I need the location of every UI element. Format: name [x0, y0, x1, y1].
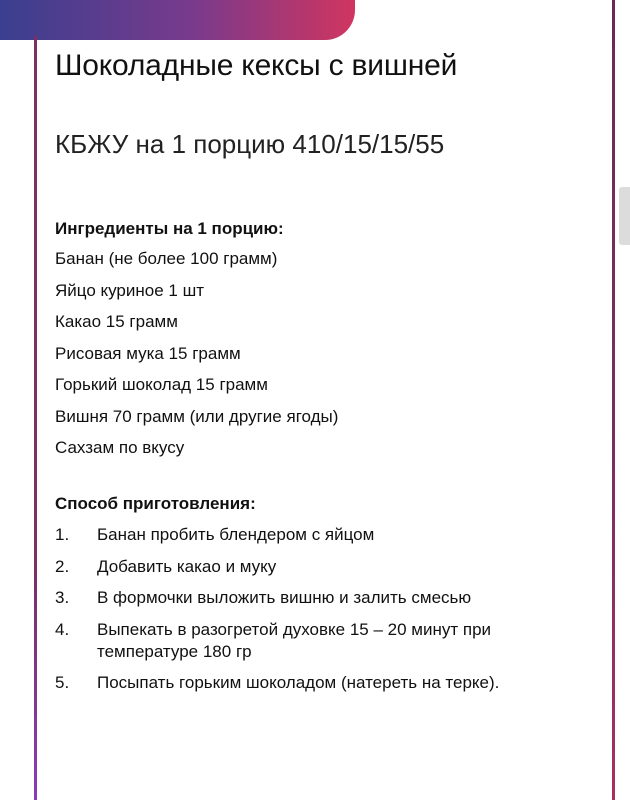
- step-number: 2.: [55, 556, 70, 576]
- step-text: Посыпать горьким шоколадом (натереть на терке).: [97, 673, 500, 692]
- method-step: [55, 619, 600, 663]
- left-border-line: [34, 36, 37, 800]
- ingredient-item: Какао 15 грамм: [55, 312, 178, 331]
- method-step: [55, 556, 600, 578]
- ingredient-item: Яйцо куриное 1 шт: [55, 280, 205, 300]
- method-step: [55, 524, 600, 546]
- step-number: 5.: [55, 673, 70, 692]
- ingredient-item: Горький шоколад 15 грамм: [55, 375, 268, 394]
- ingredients-heading: Ингредиенты на 1 порцию:: [55, 219, 284, 238]
- ingredient-item: Вишня 70 грамм (или другие ягоды): [55, 406, 339, 426]
- ingredients-list: [55, 248, 600, 459]
- scroll-edge-tab[interactable]: [619, 187, 630, 245]
- method-steps-list: [55, 524, 600, 694]
- step-number: 3.: [55, 588, 70, 607]
- method-step: [55, 672, 600, 694]
- ingredients-section: [55, 218, 600, 459]
- method-heading: Способ приготовления:: [55, 494, 256, 513]
- step-text: Банан пробить блендером с яйцом: [97, 525, 375, 544]
- nutrition-line: КБЖУ на 1 порцию 410/15/15/55: [55, 129, 445, 159]
- step-text: Добавить какао и муку: [97, 556, 277, 576]
- method-section: [55, 493, 600, 694]
- top-gradient-banner: [0, 0, 355, 40]
- method-step: [55, 587, 600, 609]
- step-number: 1.: [55, 525, 70, 544]
- right-border-line: [612, 0, 615, 800]
- step-number: 4.: [55, 619, 70, 639]
- ingredient-item: Банан (не более 100 грамм): [55, 249, 278, 268]
- step-text: В формочки выложить вишню и залить смесью: [97, 588, 472, 607]
- recipe-content: [55, 48, 600, 704]
- recipe-title: Шоколадные кексы с вишней: [55, 49, 458, 82]
- ingredient-item: Рисовая мука 15 грамм: [55, 343, 241, 363]
- ingredient-item: Сахзам по вкусу: [55, 438, 185, 457]
- step-text: Выпекать в разогретой духовке 15 – 20 минут при температуре 180 гр: [97, 619, 492, 661]
